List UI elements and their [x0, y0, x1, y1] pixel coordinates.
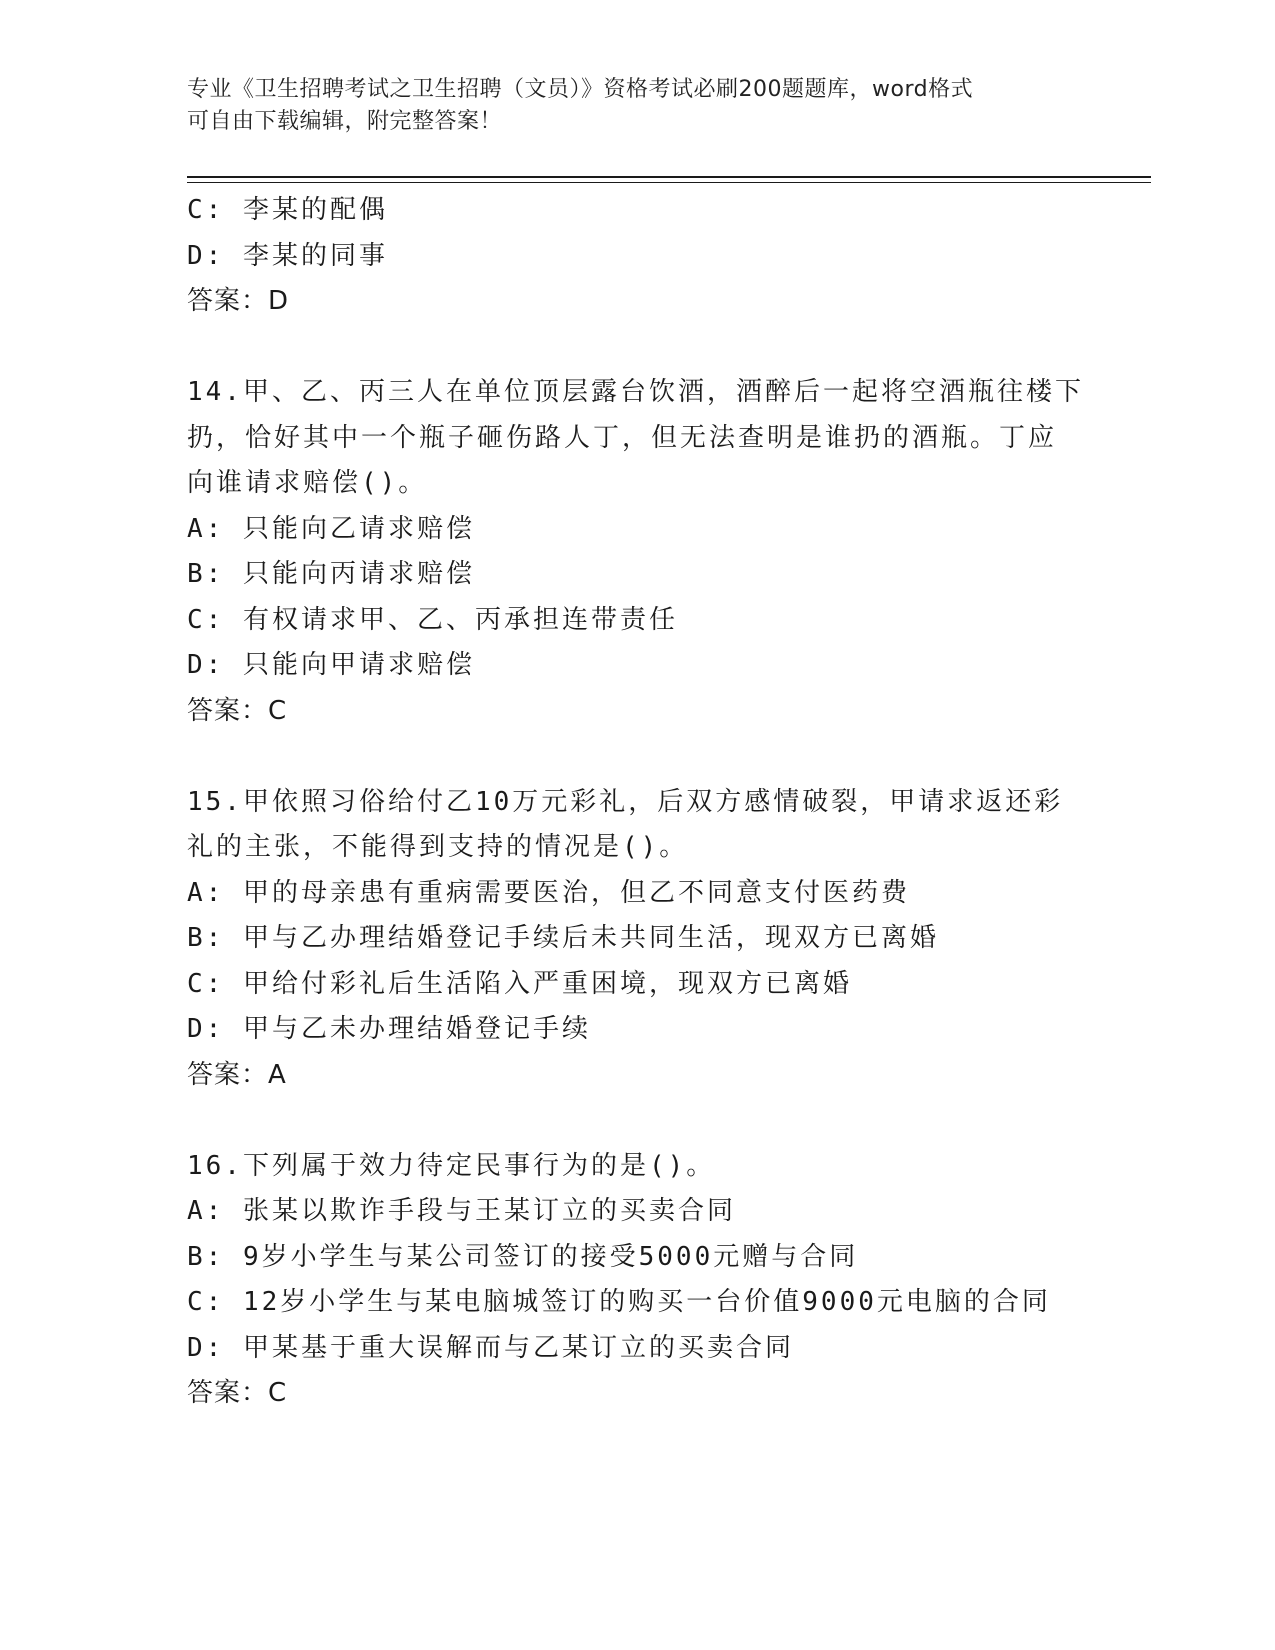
question-16 — [187, 1144, 1087, 1417]
option-a: A: 只能向乙请求赔偿 — [187, 513, 475, 544]
question-stem-line: 礼的主张，不能得到支持的情况是()。 — [187, 832, 689, 862]
question-stem-line: 15.甲依照习俗给付乙10万元彩礼，后双方感情破裂，甲请求返还彩 — [187, 786, 1064, 817]
question-stem-line: 扔，恰好其中一个瓶子砸伤路人丁，但无法查明是谁扔的酒瓶。丁应 — [187, 422, 1058, 453]
answer-line: 答案：A — [187, 1059, 287, 1090]
option-b: B: 甲与乙办理结婚登记手续后未共同生活，现双方已离婚 — [187, 923, 939, 953]
question-15 — [187, 780, 1087, 1099]
option-c: C: 李某的配偶 — [187, 195, 388, 225]
option-d: D: 甲某基于重大误解而与乙某订立的买卖合同 — [187, 1332, 794, 1363]
header-rule-thick — [187, 176, 1151, 178]
option-d: D: 李某的同事 — [187, 240, 388, 271]
answer-line: 答案：C — [187, 695, 288, 726]
spacer — [187, 734, 1087, 780]
spacer — [187, 325, 1087, 371]
option-b: B: 只能向丙请求赔偿 — [187, 559, 475, 589]
header-line-1: 专业《卫生招聘考试之卫生招聘（文员）》资格考试必刷200题题库，word格式 — [187, 77, 974, 102]
option-a: A: 甲的母亲患有重病需要医治，但乙不同意支付医药费 — [187, 877, 910, 908]
question-content — [187, 188, 1087, 1417]
option-d: D: 甲与乙未办理结婚登记手续 — [187, 1014, 591, 1044]
option-c: C: 甲给付彩礼后生活陷入严重困境，现双方已离婚 — [187, 968, 852, 999]
option-d: D: 只能向甲请求赔偿 — [187, 650, 475, 680]
header-line-2: 可自由下载编辑，附完整答案！ — [187, 109, 503, 134]
question-14 — [187, 370, 1087, 734]
header-rule-thin — [187, 182, 1151, 183]
document-header — [187, 74, 1067, 138]
option-c: C: 12岁小学生与某电脑城签订的购买一台价值9000元电脑的合同 — [187, 1287, 1051, 1317]
option-a: A: 张某以欺诈手段与王某订立的买卖合同 — [187, 1196, 736, 1226]
option-b: B: 9岁小学生与某公司签订的接受5000元赠与合同 — [187, 1241, 859, 1272]
spacer — [187, 1098, 1087, 1144]
question-stem-line: 向谁请求赔偿()。 — [187, 468, 428, 498]
question-stem-line: 14.甲、乙、丙三人在单位顶层露台饮酒，酒醉后一起将空酒瓶往楼下 — [187, 377, 1084, 407]
option-c: C: 有权请求甲、乙、丙承担连带责任 — [187, 604, 678, 635]
answer-line: 答案：D — [187, 286, 290, 316]
question-stem-line: 16.下列属于效力待定民事行为的是()。 — [187, 1150, 716, 1181]
question-13-continued — [187, 188, 1087, 325]
answer-line: 答案：C — [187, 1378, 288, 1408]
